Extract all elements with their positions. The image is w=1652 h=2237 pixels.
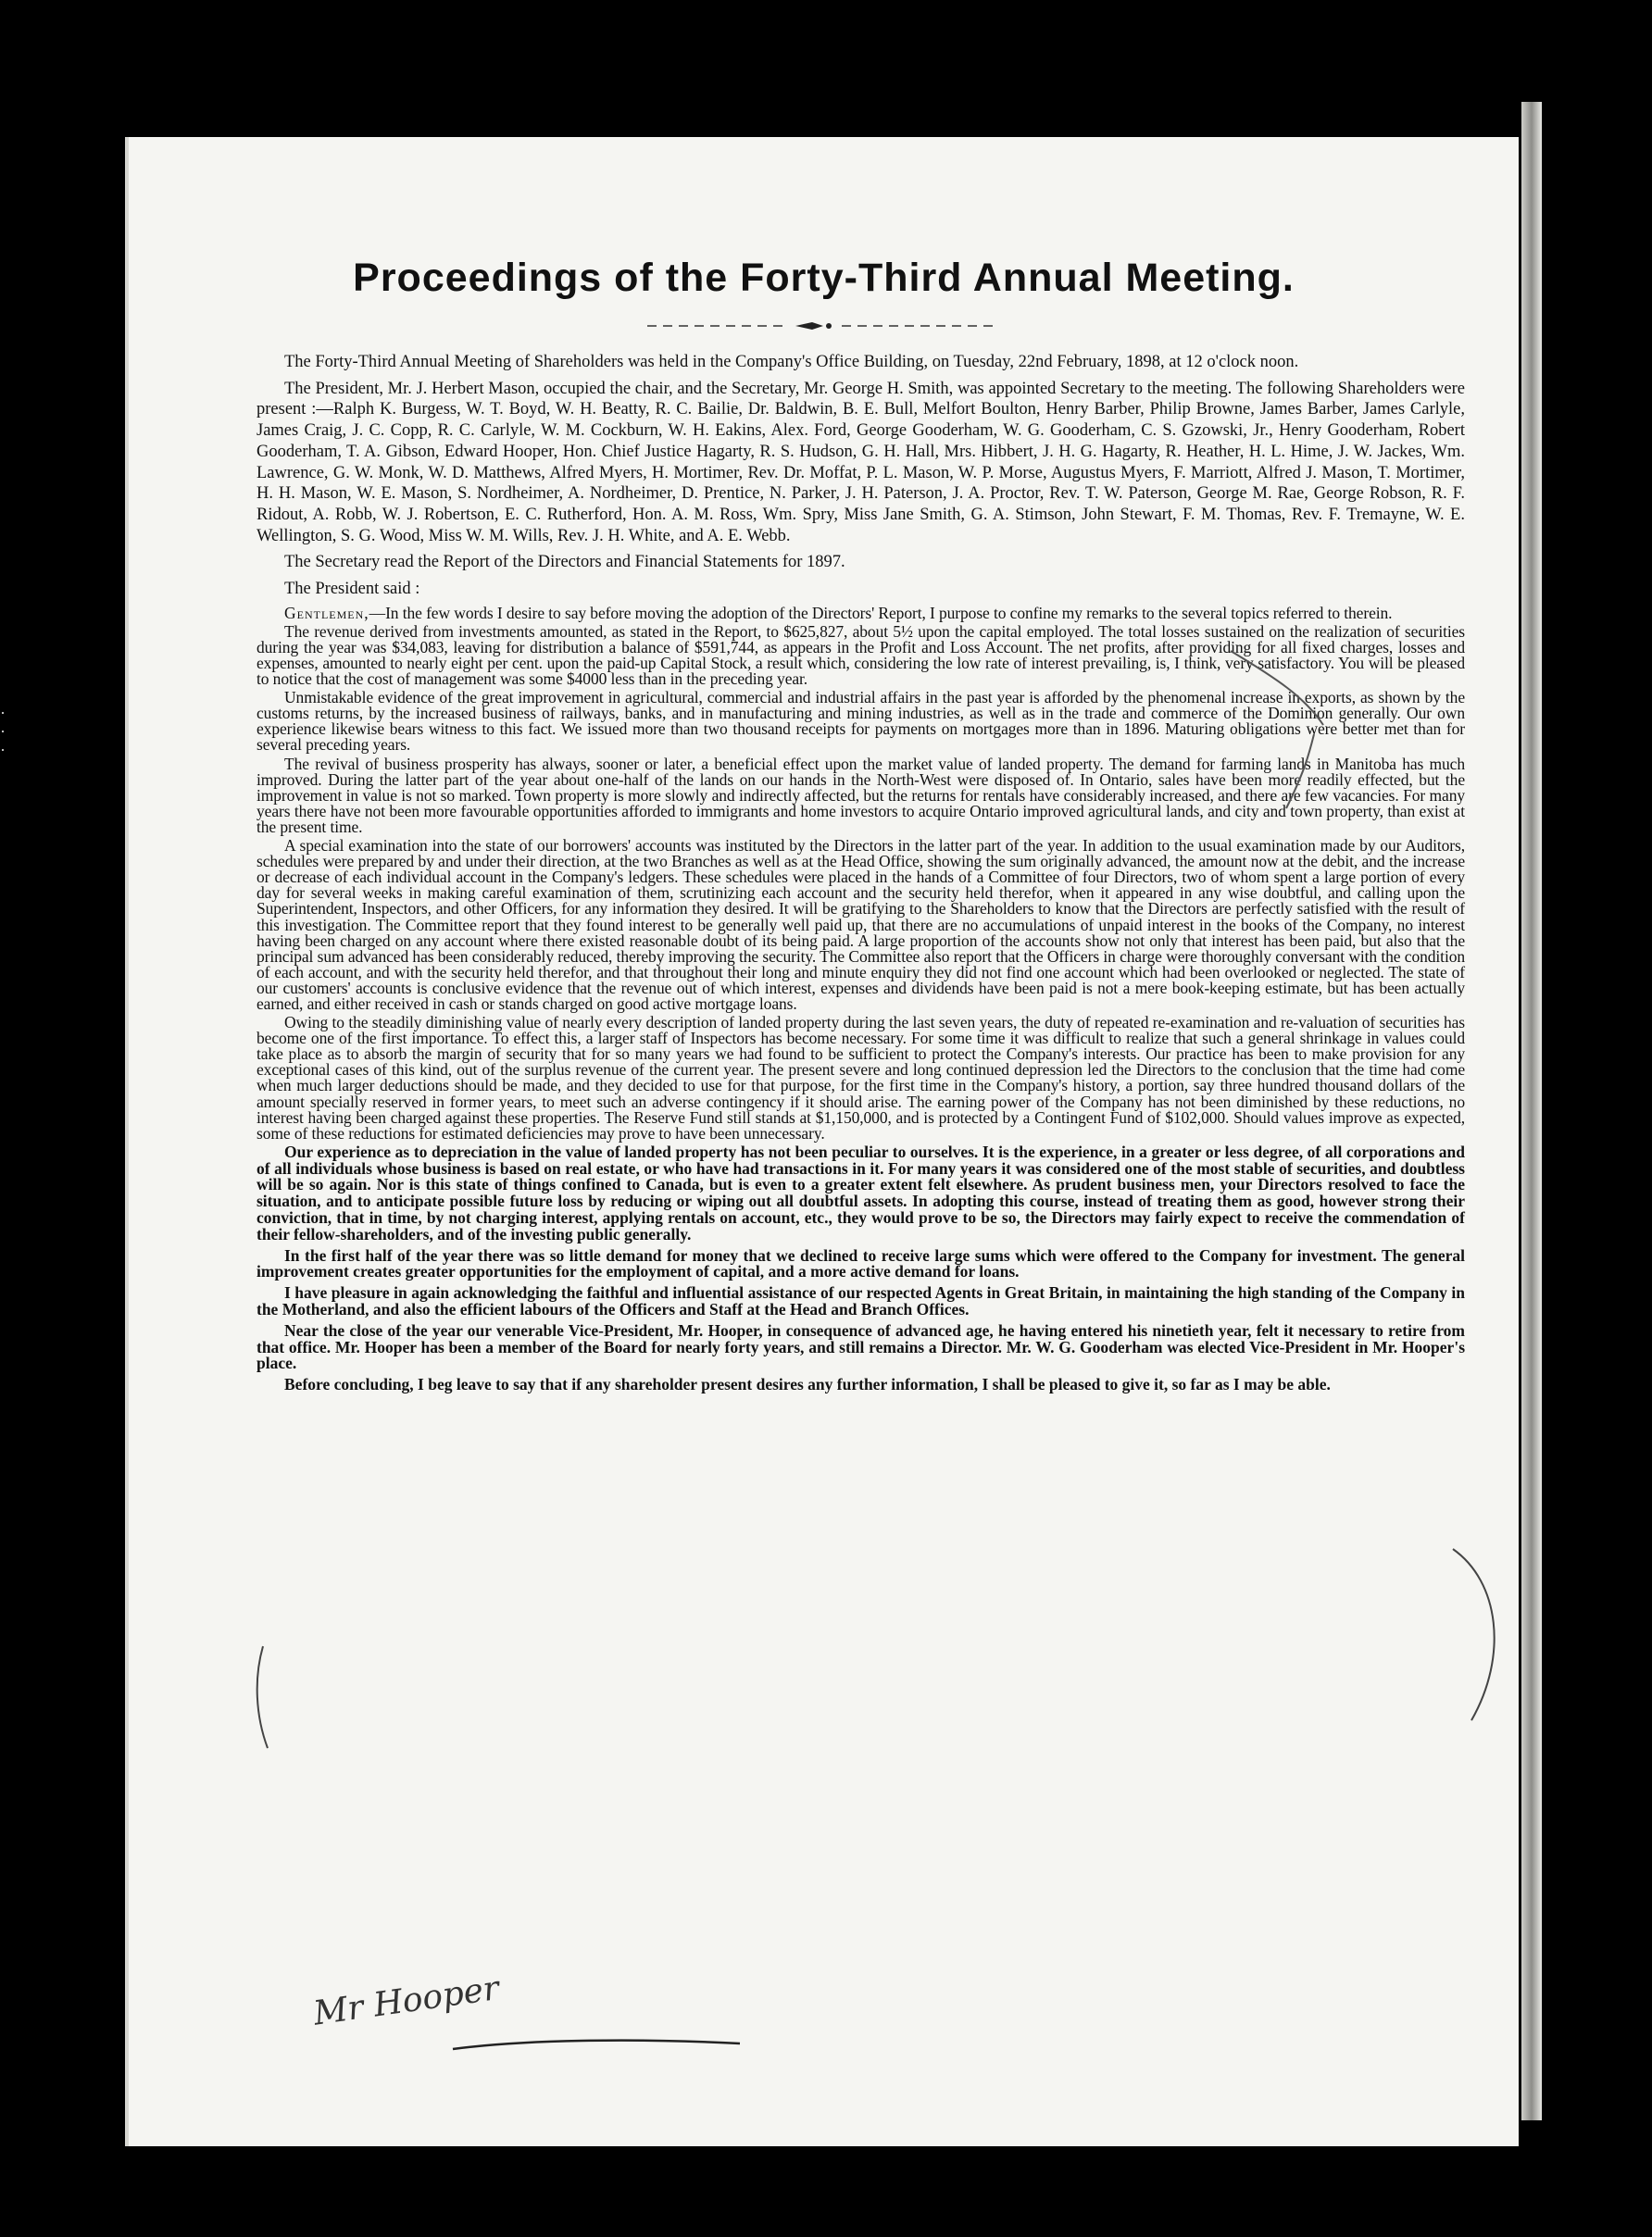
evidence-paragraph: Unmistakable evidence of the great improvement in agricultural, commercial and industrial affairs in the past year is afforded by the phenomenal increase in exports, as shown by the customs returns, by the increased business of railways, banks, and in manufacturing and mining industries, as well as in the trade and commerce of the Dominion generally. Our own experience likewise bears witness to this fact. We issued more than two thousand receipts for payments on mortgages more than in 1896. Maturing obligations were better met than for several preceding years. — [257, 688, 1465, 755]
president-address-section — [257, 603, 1465, 1143]
page-edge-shadow — [1521, 102, 1542, 2120]
president-said-paragraph: The President said : — [284, 580, 420, 599]
pleasure-paragraph: I have pleasure in again acknowledging the faithful and influential assistance of our respected Agents in Great Britain, in maintaining the high standing of the Company in the Motherland, and also the efficient labours of the Officers and Staff at the Head and Branch Offices. — [257, 1283, 1465, 1318]
secretary-read-paragraph: The Secretary read the Report of the Directors and Financial Statements for 1897. — [284, 553, 845, 572]
revenue-paragraph: The revenue derived from investments amounted, as stated in the Report, to $625,827, about 5½ upon the capital employed. The total losses sustained on the realization of securities during the year was $34,083, leaving for distribution a balance of $591,744, as appears in the Profit and Loss Account. The net profits, after providing for all fixed charges, losses and expenses, amounted to nearly eight per cent. upon the paid-up Capital Stock, a result which, considering the low rate of interest prevailing, is, I think, very satisfactory. You will be pleased to notice that the cost of management was some $4000 less than in the preceding year. — [257, 621, 1465, 689]
opening-section — [257, 352, 1465, 600]
title-ornament — [647, 320, 999, 331]
gentlemen-paragraph — [257, 603, 1465, 622]
salutation: Gentlemen, — [284, 603, 369, 622]
handwritten-note: Mr Hooper — [311, 1968, 502, 2033]
owing-paragraph: Owing to the steadily diminishing value of nearly every description of landed property during the last seven years, the duty of repeated re-examination and re-valuation of securities has become one of the first importance. To effect this, a larger staff of Inspectors has become necessary. For some time it was difficult to realize that such a general shrinkage in values could take place as to absorb the margin of security that for so many years we had found to be sufficient to protect the Company's interests. Our practice has been to make provision for any exceptional cases of this kind, out of the surplus revenue of the current year. The present severe and long continued depression led the Directors to the conclusion that the time had come when much larger deductions should be made, and they decided to use for that purpose, for the first time in the Company's history, a portion, say three hundred thousand dollars of the amount specially reserved in former years, to meet such an adverse contingency if it should arise. The earning power of the Company has not been diminished by these reductions, no interest having been charged against these properties. The Reserve Fund still stands at $1,150,000, and is protected by a Contingent Fund of $102,000. Should values improve as expected, some of these reductions for estimated deficiencies may prove to have been unnecessary. — [257, 1013, 1465, 1143]
attendance-paragraph: The President, Mr. J. Herbert Mason, occupied the chair, and the Secretary, Mr. George H. Smith, was appointed Secretary to the meeting. The following Shareholders were present :—Ralph K. Burgess, W. T. Boyd, W. H. Beatty, R. C. Bailie, Dr. Baldwin, B. E. Bull, Melfort Boulton, Henry Barber, Philip Browne, James Barber, James Carlyle, James Craig, J. C. Copp, R. C. Carlyle, W. M. Cockburn, W. H. Eakins, Alex. Ford, George Gooderham, W. G. Gooderham, C. S. Gzowski, Jr., Henry Gooderham, Robert Gooderham, T. A. Gibson, Edward Hooper, Hon. Chief Justice Hagarty, R. S. Hudson, G. H. Hall, Mrs. Hibbert, J. H. G. Hagarty, R. Heather, H. L. Hime, J. W. Jackes, Wm. Lawrence, G. W. Monk, W. D. Matthews, Alfred Myers, H. Mortimer, Rev. Dr. Moffat, P. L. Mason, W. P. Morse, Augustus Myers, F. Marriott, Alfred J. Mason, T. Mortimer, H. H. Mason, W. E. Mason, S. Nordheimer, A. Nordheimer, D. Prentice, N. Parker, J. H. Paterson, J. A. Proctor, Rev. T. W. Paterson, George M. Rae, George Robson, R. F. Ridout, A. Robb, W. J. Robertson, E. C. Rutherford, Hon. A. M. Ross, Wm. Spry, Miss Jane Smith, G. A. Stimson, John Stewart, F. M. Thomas, Rev. F. Tremayne, W. E. Wellington, S. G. Wood, Miss W. M. Wills, Rev. J. H. White, and A. E. Webb. — [257, 379, 1465, 545]
page-title: Proceedings of the Forty-Third Annual Meeting. — [353, 256, 1295, 300]
pencil-mark-left-bracket — [244, 1642, 282, 1753]
left-margin-marks: · · · — [0, 704, 6, 759]
closing-section — [257, 1144, 1465, 1393]
meeting-minutes — [257, 352, 1465, 1398]
concluding-paragraph: Before concluding, I beg leave to say that if any shareholder present desires any further information, I shall be pleased to give it, so far as I may be able. — [284, 1375, 1331, 1394]
experience-paragraph: Our experience as to depreciation in the value of landed property has not been peculiar to ourselves. It is the experience, in a greater or less degree, of all corporations and of all individuals whose business is based on real estate, or who have had transactions in it. For many years it was considered one of the most stable of securities, and doubtless will be so again. Nor is this state of things confined to Canada, but is even to a greater extent felt elsewhere. As prudent business men, your Directors resolved to face the situation, and to anticipate possible future loss by reducing or wiping out all doubtful assets. In adopting this course, instead of treating them as good, however strong their conviction, that in time, by not charging interest, applying rentals on account, etc., they would prove to be so, the Directors may fairly expect to receive the commendation of their fellow-shareholders, and of the investing public generally. — [257, 1142, 1465, 1243]
near-close-paragraph: Near the close of the year our venerable Vice-President, Mr. Hooper, in consequence of advanced age, he having entered his ninetieth year, felt it necessary to retire from that office. Mr. Hooper has been a member of the Board for nearly forty years, and still remains a Director. Mr. W. G. Gooderham was elected Vice-President in Mr. Hooper's place. — [257, 1320, 1465, 1373]
first-half-paragraph: In the first half of the year there was so little demand for money that we declined to receive large sums which were offered to the Company for investment. The general improvement creates greater opportunities for the employment of capital, and a more active demand for loans. — [257, 1245, 1465, 1281]
revival-paragraph: The revival of business prosperity has always, sooner or later, a beneficial effect upon the market value of landed property. The demand for farming lands in Manitoba has much improved. During the latter part of the year about one-half of the lands on our hands in the North-West were disposed of. In Ontario, sales have been more readily effected, but the improvement in value is not so marked. Town property is more slowly and indirectly affected, but the returns for rentals have considerably increased, and there are few vacancies. For many years there have not been more favourable opportunities afforded to immigrants and home investors to acquire Ontario improved agricultural lands, and city and town property, than exist at the present time. — [257, 754, 1465, 836]
handwritten-annotation — [309, 1968, 532, 2058]
document-page — [125, 137, 1519, 2146]
pencil-mark-right-curve — [1444, 1544, 1518, 1730]
intro-paragraph: The Forty-Third Annual Meeting of Shareholders was held in the Company's Office Building, on Tuesday, 22nd February, 1898, at 12 o'clock noon. — [284, 353, 1299, 371]
gentlemen-text: —In the few words I desire to say before moving the adoption of the Directors' Report, I purpose to confine my remarks to the several topics referred to therein. — [369, 603, 1393, 622]
examination-paragraph: A special examination into the state of our borrowers' accounts was instituted by the Directors in the latter part of the year. In addition to the usual examination made by our Auditors, schedules were prepared by and under their direction, at the two Branches as well as at the Head Office, showing the sum originally advanced, the amount now at the debit, and the increase or decrease of each individual account in the Company's ledgers. These schedules were placed in the hands of a Committee of four Directors, two of whom spent a large portion of every day for several weeks in making careful examination of them, scrutinizing each account and the security held therefor, when it appeared in any wise doubtful, and calling upon the Superintendent, Inspectors, and other Officers, for any information they desired. It will be gratifying to the Shareholders to know that the Directors are perfectly satisfied with the result of this investigation. The Committee report that they found interest to be generally well paid up, that there are no accumulations of unpaid interest in the books of the Company, no interest having been charged on any account where there existed reasonable doubt of its being paid. A large proportion of the accounts show not only that interest has been paid, but also that the principal sum advanced has been considerably reduced, thereby improving the security. The Committee also report that the Officers in charge were thoroughly conversant with the condition of each account, and with the security held therefor, and that throughout their long and minute enquiry they did not find one account which had been overlooked or neglected. The state of our customers' accounts is conclusive evidence that the revenue out of which interest, expenses and dividends have been paid is not a mere book-keeping estimate, but has been actually earned, and either received in cash or stands charged on good active mortgage loans. — [257, 836, 1465, 1013]
